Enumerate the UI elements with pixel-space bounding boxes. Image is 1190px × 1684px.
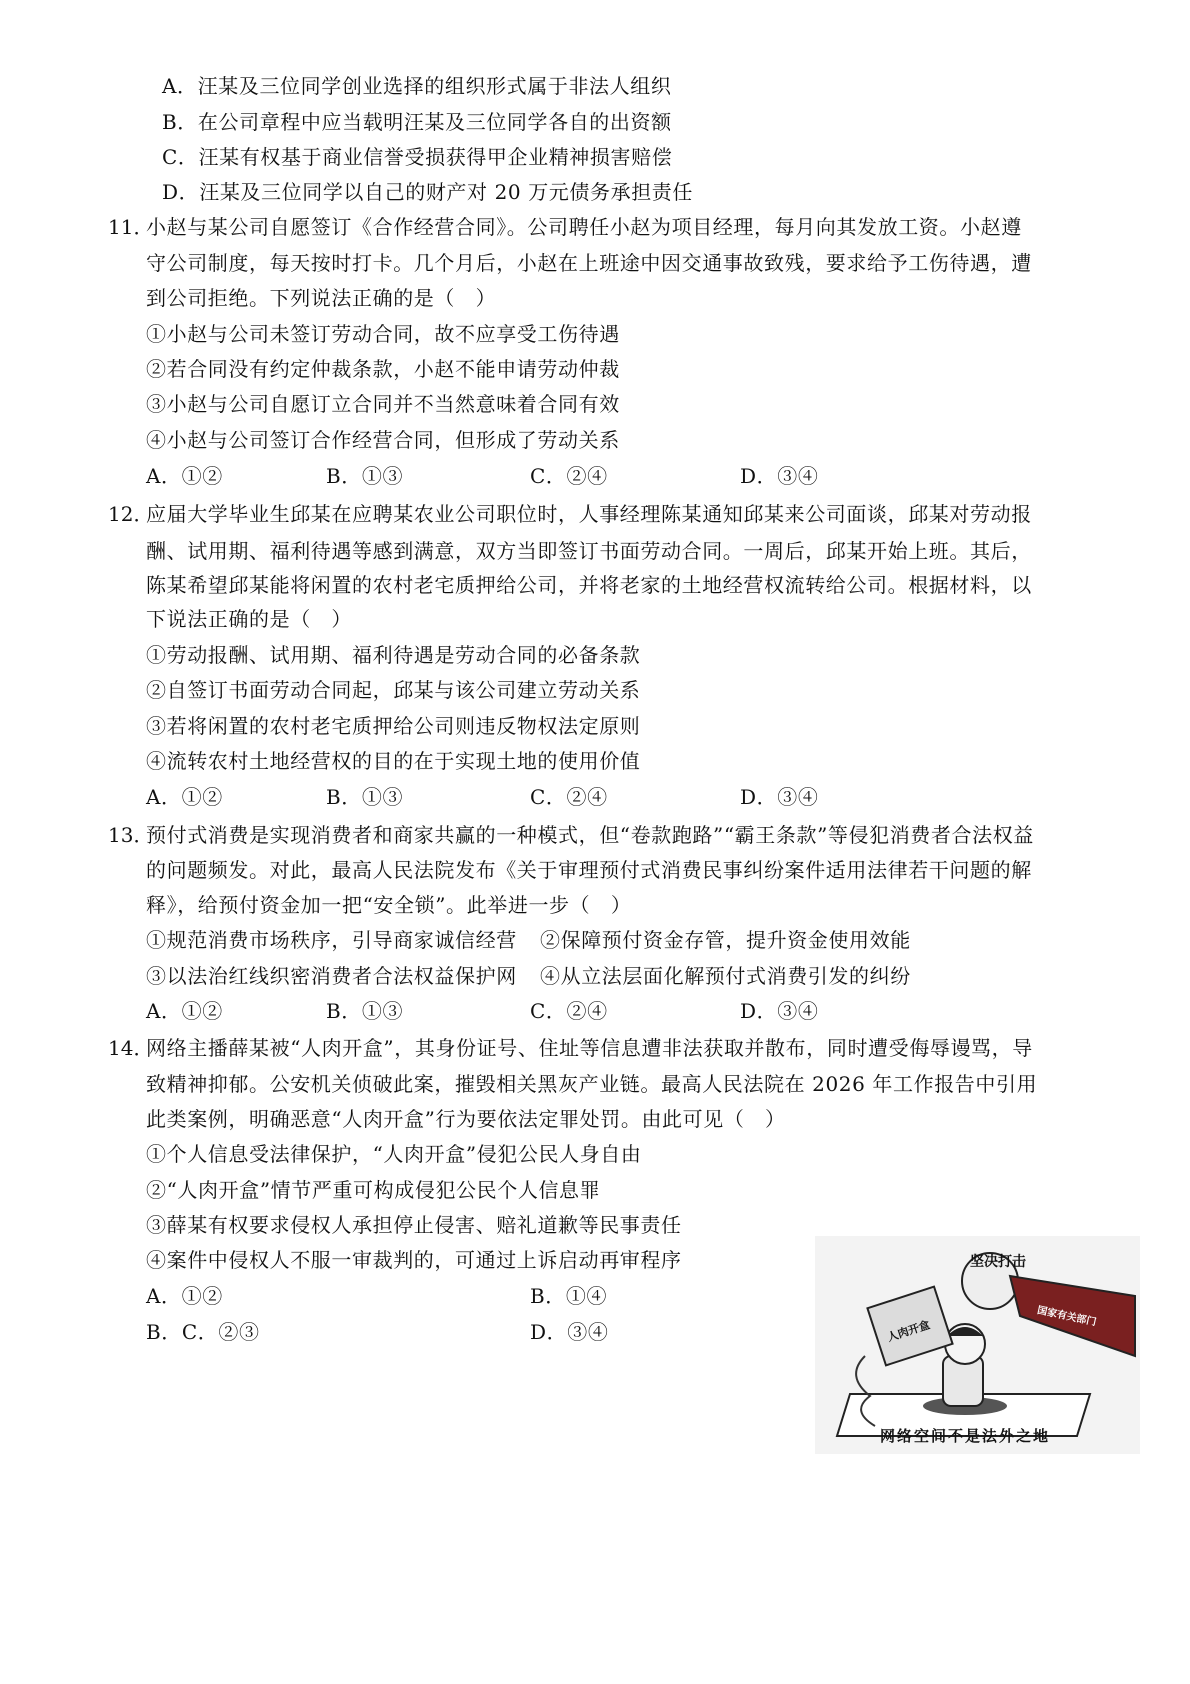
q11-choice-b: B．①③ <box>326 464 404 488</box>
cartoon-illustration <box>815 1236 1140 1454</box>
q14-choice-b: B．①④ <box>530 1284 608 1308</box>
q14-item-1: ①个人信息受法律保护，“人肉开盒”侵犯公民人身自由 <box>146 1142 642 1166</box>
q13-stem-line-1: 预付式消费是实现消费者和商家共赢的一种模式，但“卷款跑路”“霸王条款”等侵犯消费者合法权益 <box>146 823 1034 847</box>
q13-stem-line-3: 释》，给预付资金加一把“安全锁”。此举进一步（ ） <box>146 893 632 917</box>
q11-item-4: ④小赵与公司签订合作经营合同，但形成了劳动关系 <box>146 428 620 452</box>
q12-stem-line-1: 应届大学毕业生邱某在应聘某农业公司职位时，人事经理陈某通知邱某来公司面谈，邱某对劳动报 <box>146 502 1032 526</box>
box-label: 人肉开盒 <box>885 1318 932 1345</box>
q12-stem-line-2: 酬、试用期、福利待遇等感到满意，双方当即签订书面劳动合同。一周后，邱某开始上班。其后， <box>146 539 1032 563</box>
q13-item-4: ④从立法层面化解预付式消费引发的纠纷 <box>540 964 911 988</box>
q11-item-3: ③小赵与公司自愿订立合同并不当然意味着合同有效 <box>146 392 620 416</box>
q13-stem-line-2: 的问题频发。对此，最高人民法院发布《关于审理预付式消费民事纠纷案件适用法律若干问题的解 <box>146 858 1032 882</box>
q12-stem-line-3: 陈某希望邱某能将闲置的农村老宅质押给公司，并将老家的土地经营权流转给公司。根据材料，以 <box>146 573 1032 597</box>
q10-option-a: A．汪某及三位同学创业选择的组织形式属于非法人组织 <box>162 74 672 98</box>
q13-item-1: ①规范消费市场秩序，引导商家诚信经营 <box>146 928 517 952</box>
q12-choice-b: B．①③ <box>326 785 404 809</box>
q14-item-2: ②“人肉开盒”情节严重可构成侵犯公民个人信息罪 <box>146 1178 601 1202</box>
q14-number: 14． <box>108 1036 154 1060</box>
q10-option-b: B．在公司章程中应当载明汪某及三位同学各自的出资额 <box>162 110 672 134</box>
q12-number: 12． <box>108 502 154 526</box>
q13-number: 13． <box>108 823 154 847</box>
q14-choice-d: D．③④ <box>530 1320 609 1344</box>
q10-option-d: D．汪某及三位同学以自己的财产对 20 万元债务承担责任 <box>162 180 693 204</box>
q14-stem-line-3: 此类案例，明确恶意“人肉开盒”行为要依法定罪处罚。由此可见（ ） <box>146 1107 786 1131</box>
q13-item-3: ③以法治红线织密消费者合法权益保护网 <box>146 964 517 988</box>
q11-choice-a: A．①② <box>146 464 223 488</box>
q13-choice-a: A．①② <box>146 999 223 1023</box>
q14-choice-c: B．C．②③ <box>146 1320 260 1344</box>
q13-choice-c: C．②④ <box>530 999 608 1023</box>
q14-stem-line-1: 网络主播薛某被“人肉开盒”，其身份证号、住址等信息遭非法获取并散布，同时遭受侮辱谩骂，导 <box>146 1036 1033 1060</box>
q12-choice-c: C．②④ <box>530 785 608 809</box>
q11-choice-c: C．②④ <box>530 464 608 488</box>
fist-label: 坚决打击 <box>970 1254 1026 1270</box>
q11-choice-d: D．③④ <box>740 464 819 488</box>
q13-choice-b: B．①③ <box>326 999 404 1023</box>
q14-stem-line-2: 致精神抑郁。公安机关侦破此案，摧毁相关黑灰产业链。最高人民法院在 2026 年工作报告中引用 <box>146 1072 1038 1096</box>
q14-item-3: ③薛某有权要求侵权人承担停止侵害、赔礼道歉等民事责任 <box>146 1213 682 1237</box>
q12-item-1: ①劳动报酬、试用期、福利待遇是劳动合同的必备条款 <box>146 643 641 667</box>
q13-choice-d: D．③④ <box>740 999 819 1023</box>
sleeve-label: 国家有关部门 <box>1036 1305 1098 1329</box>
q12-stem-line-4: 下说法正确的是（ ） <box>146 607 352 631</box>
q13-item-2: ②保障预付资金存管，提升资金使用效能 <box>540 928 911 952</box>
cartoon-drawing <box>815 1236 1140 1454</box>
q10-option-c: C．汪某有权基于商业信誉受损获得甲企业精神损害赔偿 <box>162 145 673 169</box>
q11-stem-line-2: 守公司制度，每天按时打卡。几个月后，小赵在上班途中因交通事故致残，要求给予工伤待遇，遭 <box>146 251 1032 275</box>
q11-number: 11． <box>108 215 154 239</box>
q11-item-1: ①小赵与公司未签订劳动合同，故不应享受工伤待遇 <box>146 322 620 346</box>
q12-item-4: ④流转农村土地经营权的目的在于实现土地的使用价值 <box>146 749 641 773</box>
q12-item-2: ②自签订书面劳动合同起，邱某与该公司建立劳动关系 <box>146 678 641 702</box>
q14-item-4: ④案件中侵权人不服一审裁判的，可通过上诉启动再审程序 <box>146 1248 682 1272</box>
q12-choice-a: A．①② <box>146 785 223 809</box>
q14-choice-a: A．①② <box>146 1284 223 1308</box>
q11-stem-line-1: 小赵与某公司自愿签订《合作经营合同》。公司聘任小赵为项目经理，每月向其发放工资。小赵遵 <box>146 215 1022 239</box>
q11-stem-line-3: 到公司拒绝。下列说法正确的是（ ） <box>146 286 497 310</box>
q11-item-2: ②若合同没有约定仲裁条款，小赵不能申请劳动仲裁 <box>146 357 620 381</box>
cartoon-caption: 网络空间不是法外之地 <box>880 1427 1051 1445</box>
q12-item-3: ③若将闲置的农村老宅质押给公司则违反物权法定原则 <box>146 714 641 738</box>
q12-choice-d: D．③④ <box>740 785 819 809</box>
